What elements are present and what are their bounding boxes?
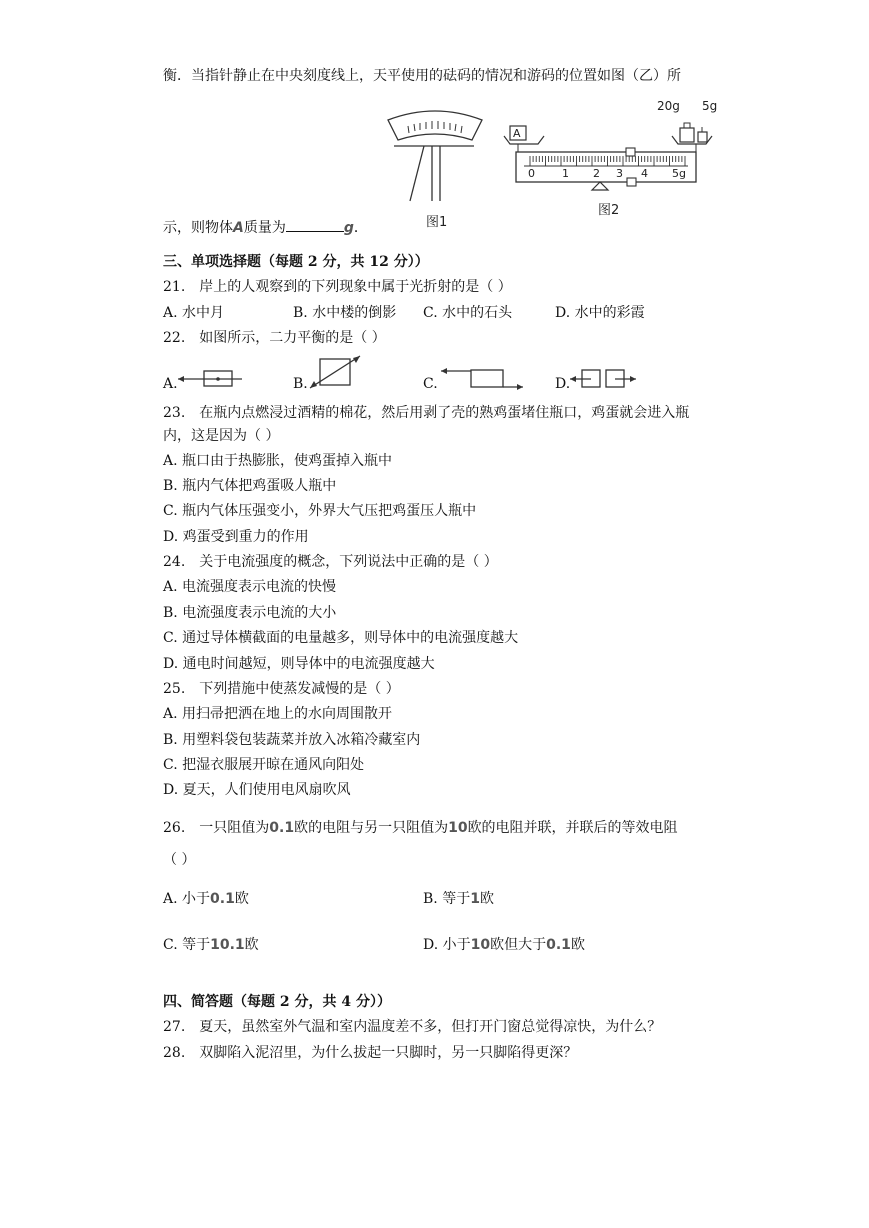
q25-option-a[interactable]: A. 用扫帚把洒在地上的水向周围散开 [163, 706, 393, 722]
q22-option-a[interactable]: A. [163, 376, 178, 392]
object-a-label: A [513, 127, 521, 140]
q26-option-b[interactable]: B. 等于1欧 [423, 891, 494, 907]
q28-text: 28. 双脚陷入泥沼里，为什么拔起一只脚时，另一只脚陷得更深？ [163, 1045, 578, 1061]
answer-blank[interactable] [286, 219, 344, 232]
scale-label-0: 0 [528, 167, 535, 180]
figure-2-caption: 图2 [598, 203, 620, 218]
q22-option-c[interactable]: C. [423, 376, 438, 392]
q26-option-c[interactable]: C. 等于10.1欧 [163, 937, 259, 953]
q23-option-c[interactable]: C. 瓶内气体压强变小，外界大气压把鸡蛋压人瓶中 [163, 503, 477, 519]
rider [626, 148, 635, 156]
q26-stem-line-1: 26. 一只阻值为0.1欧的电阻与另一只阻值为10欧的电阻并联，并联后的等效电阻 [163, 820, 678, 836]
weight-5g-label: 5g [702, 99, 718, 113]
figure-2-balance-beam [500, 98, 725, 223]
scale-label-5g: 5g [672, 167, 686, 180]
q22-stem: 22. 如图所示，二力平衡的是（ ） [163, 330, 386, 346]
q21-stem: 21. 岸上的人观察到的下列现象中属于光折射的是（ ） [163, 279, 512, 295]
q22-option-d[interactable]: D. [555, 376, 571, 392]
q26-option-a[interactable]: A. 小于0.1欧 [163, 891, 249, 907]
unit-g: g [343, 220, 354, 236]
weight-5g [698, 132, 707, 142]
q21-option-d[interactable]: D. 水中的彩霞 [555, 305, 645, 321]
q21-option-a[interactable]: A. 水中月 [163, 305, 225, 321]
q27-text: 27. 夏天，虽然室外气温和室内温度差不多，但打开门窗总觉得凉快，为什么？ [163, 1019, 662, 1035]
scale-label-1: 1 [562, 167, 569, 180]
intro-line-1: 衡．当指针静止在中央刻度线上，天平使用的砝码的情况和游码的位置如图（乙）所 [163, 68, 681, 84]
q25-option-b[interactable]: B. 用塑料袋包装蔬菜并放入冰箱冷藏室内 [163, 732, 421, 748]
q23-option-b[interactable]: B. 瓶内气体把鸡蛋吸人瓶中 [163, 478, 337, 494]
scale-label-3: 3 [616, 167, 623, 180]
figure-1-caption: 图1 [426, 215, 448, 230]
figure-1-balance-pointer [380, 106, 490, 231]
q24-option-d[interactable]: D. 通电时间越短，则导体中的电流强度越大 [163, 656, 435, 672]
q25-option-c[interactable]: C. 把湿衣服展开晾在通风向阳处 [163, 757, 365, 773]
scale-label-4: 4 [641, 167, 648, 180]
q21-option-c[interactable]: C. 水中的石头 [423, 305, 513, 321]
q23-option-d[interactable]: D. 鸡蛋受到重力的作用 [163, 529, 309, 545]
section-3-heading: 三、单项选择题（每题 2 分，共 12 分）） [163, 254, 429, 270]
q26-stem-line-2: （ ） [163, 852, 196, 868]
q23-stem-line-1: 23. 在瓶内点燃浸过酒精的棉花，然后用剥了壳的熟鸡蛋堵住瓶口，鸡蛋就会进入瓶 [163, 405, 690, 421]
q22-diagram-c [437, 366, 527, 392]
q23-option-a[interactable]: A. 瓶口由于热膨胀，使鸡蛋掉入瓶中 [163, 453, 393, 469]
q26-option-d[interactable]: D. 小于10欧但大于0.1欧 [423, 937, 585, 953]
section-4-heading: 四、简答题（每题 2 分，共 4 分）） [163, 994, 391, 1010]
q24-stem: 24. 关于电流强度的概念，下列说法中正确的是（ ） [163, 554, 498, 570]
q21-option-b[interactable]: B. 水中楼的倒影 [293, 305, 397, 321]
weight-20g-label: 20g [657, 99, 680, 113]
q24-option-a[interactable]: A. 电流强度表示电流的快慢 [163, 579, 337, 595]
q24-option-b[interactable]: B. 电流强度表示电流的大小 [163, 605, 337, 621]
q22-diagram-b [306, 354, 366, 392]
q22-diagram-a [176, 366, 248, 392]
intro-line-2: 示，则物体A质量为 g． [163, 220, 368, 236]
weight-20g [680, 128, 694, 142]
q23-stem-line-2: 内，这是因为（ ） [163, 428, 280, 444]
q22-option-b[interactable]: B. [293, 376, 308, 392]
q25-stem: 25. 下列措施中使蒸发减慢的是（ ） [163, 681, 400, 697]
q22-diagram-d [568, 366, 640, 392]
scale-label-2: 2 [593, 167, 600, 180]
balance-beam [516, 152, 696, 182]
q25-option-d[interactable]: D. 夏天，人们使用电风扇吹风 [163, 782, 351, 798]
q24-option-c[interactable]: C. 通过导体横截面的电量越多，则导体中的电流强度越大 [163, 630, 519, 646]
variable-a: A [233, 220, 244, 236]
